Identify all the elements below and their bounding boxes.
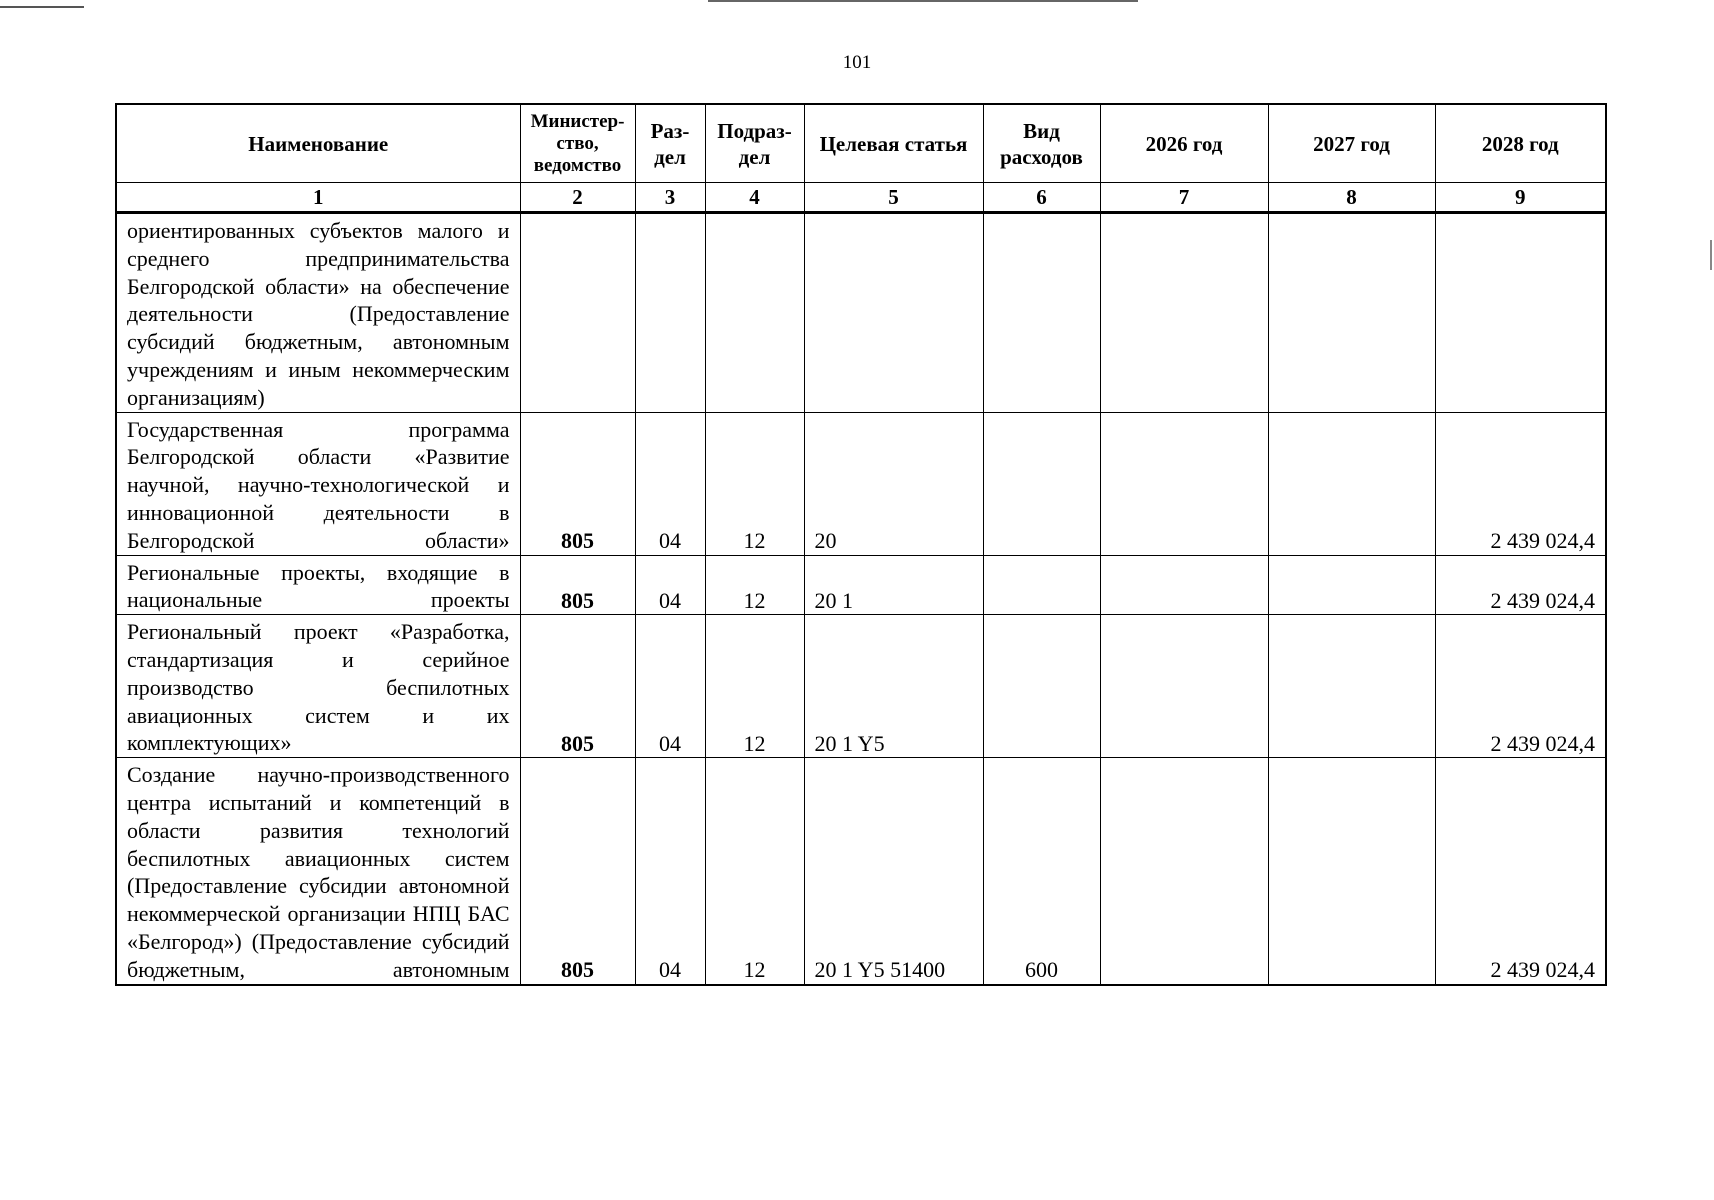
row-ministry: 805 bbox=[520, 555, 635, 615]
row-value-2026 bbox=[1100, 412, 1268, 555]
row-expense-type bbox=[983, 412, 1100, 555]
row-target-article bbox=[804, 213, 983, 413]
header-year-2026: 2026 год bbox=[1100, 104, 1268, 183]
row-value-2028: 2 439 024,4 bbox=[1435, 615, 1606, 758]
row-ministry bbox=[520, 213, 635, 413]
page-number: 101 bbox=[842, 52, 872, 73]
row-name: Создание научно-производственного центра испытаний и компетенций в области развития технологий беспилотных авиационных систем (Предоставление субсидии автономной некоммерческой организации НПЦ БАС «Белгород») (Предоставление субсидий бюджетным, автономным bbox=[116, 758, 520, 985]
row-subsection bbox=[705, 213, 804, 413]
table-row bbox=[116, 213, 1606, 413]
header-expense-type: Вид расходов bbox=[983, 104, 1100, 183]
row-value-2027 bbox=[1268, 758, 1435, 985]
row-subsection: 12 bbox=[705, 412, 804, 555]
row-ministry: 805 bbox=[520, 615, 635, 758]
row-expense-type: 600 bbox=[983, 758, 1100, 985]
row-ministry: 805 bbox=[520, 412, 635, 555]
row-target-article: 20 bbox=[804, 412, 983, 555]
row-value-2028 bbox=[1435, 213, 1606, 413]
row-target-article: 20 1 Y5 bbox=[804, 615, 983, 758]
row-target-article: 20 1 bbox=[804, 555, 983, 615]
row-value-2027 bbox=[1268, 213, 1435, 413]
table-row bbox=[116, 758, 1606, 985]
row-section: 04 bbox=[635, 758, 705, 985]
row-target-article: 20 1 Y5 51400 bbox=[804, 758, 983, 985]
table-row bbox=[116, 615, 1606, 758]
row-value-2026 bbox=[1100, 213, 1268, 413]
header-name: Наименование bbox=[116, 104, 520, 183]
row-subsection: 12 bbox=[705, 758, 804, 985]
row-value-2027 bbox=[1268, 412, 1435, 555]
row-value-2026 bbox=[1100, 555, 1268, 615]
row-value-2026 bbox=[1100, 615, 1268, 758]
table-header-row bbox=[116, 104, 1606, 183]
row-value-2026 bbox=[1100, 758, 1268, 985]
column-number: 5 bbox=[804, 183, 983, 213]
row-expense-type bbox=[983, 213, 1100, 413]
budget-table bbox=[115, 103, 1607, 986]
row-value-2028: 2 439 024,4 bbox=[1435, 758, 1606, 985]
row-name: Региональные проекты, входящие в национальные проекты bbox=[116, 555, 520, 615]
row-name: Государственная программа Белгородской области «Развитие научной, научно-технологической и инновационной деятельности в Белгородской области» bbox=[116, 412, 520, 555]
column-number: 8 bbox=[1268, 183, 1435, 213]
row-section: 04 bbox=[635, 615, 705, 758]
row-value-2027 bbox=[1268, 555, 1435, 615]
row-value-2027 bbox=[1268, 615, 1435, 758]
row-name: Региональный проект «Разработка, стандартизация и серийное производство беспилотных авиационных систем и их комплектующих» bbox=[116, 615, 520, 758]
header-year-2027: 2027 год bbox=[1268, 104, 1435, 183]
row-subsection: 12 bbox=[705, 555, 804, 615]
row-expense-type bbox=[983, 555, 1100, 615]
header-ministry: Министер-ство, ведомство bbox=[520, 104, 635, 183]
row-name: ориентированных субъектов малого и среднего предпринимательства Белгородской области» на обеспечение деятельности (Предоставление субсидий бюджетным, автономным учреждениям и иным некоммерческим организациям) bbox=[116, 213, 520, 413]
column-number: 9 bbox=[1435, 183, 1606, 213]
scan-artifact-line bbox=[708, 0, 1138, 2]
table-row bbox=[116, 555, 1606, 615]
table-row bbox=[116, 412, 1606, 555]
header-year-2028: 2028 год bbox=[1435, 104, 1606, 183]
column-number: 6 bbox=[983, 183, 1100, 213]
column-number-row bbox=[116, 183, 1606, 213]
scan-artifact-line bbox=[0, 6, 84, 8]
row-section: 04 bbox=[635, 555, 705, 615]
row-section bbox=[635, 213, 705, 413]
column-number: 3 bbox=[635, 183, 705, 213]
row-section: 04 bbox=[635, 412, 705, 555]
header-target-article: Целевая статья bbox=[804, 104, 983, 183]
column-number: 4 bbox=[705, 183, 804, 213]
row-ministry: 805 bbox=[520, 758, 635, 985]
column-number: 1 bbox=[116, 183, 520, 213]
scan-artifact-line bbox=[1710, 240, 1712, 270]
header-subsection: Подраз-дел bbox=[705, 104, 804, 183]
column-number: 7 bbox=[1100, 183, 1268, 213]
row-expense-type bbox=[983, 615, 1100, 758]
row-value-2028: 2 439 024,4 bbox=[1435, 412, 1606, 555]
row-subsection: 12 bbox=[705, 615, 804, 758]
row-value-2028: 2 439 024,4 bbox=[1435, 555, 1606, 615]
column-number: 2 bbox=[520, 183, 635, 213]
header-section: Раз-дел bbox=[635, 104, 705, 183]
